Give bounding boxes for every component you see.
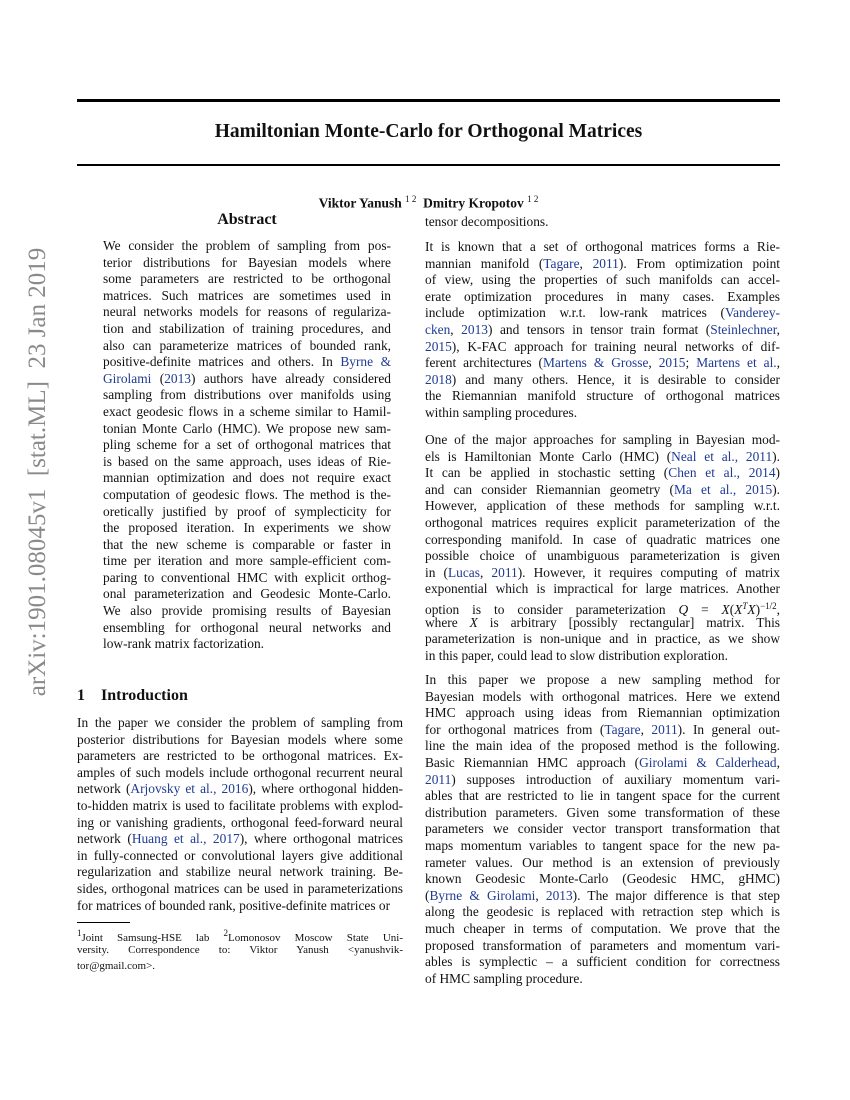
text-line: low-rank matrix factorization. (103, 636, 264, 652)
text-line: much cheaper in terms of computation. We prove that the (425, 920, 780, 936)
text-line: In the paper we consider the problem of sampling from (77, 715, 403, 730)
text-segment: Joint Samsung-HSE lab (81, 932, 224, 944)
text-segment: , (776, 754, 780, 770)
text-line (103, 371, 391, 388)
author-affiliation: 1 2 (527, 194, 539, 204)
text-line (77, 831, 403, 848)
text-line: tor@gmail.com>. (77, 960, 156, 973)
citation-link[interactable]: Arjovsky et al., 2016 (130, 781, 249, 797)
math-symbol: X (721, 601, 730, 617)
superscript: 1 (77, 928, 82, 938)
title-bottom-rule (77, 164, 780, 166)
text-line: Bayesian models with orthogonal matrices. Here we extend (425, 688, 780, 704)
text-line: corresponding manifold. In case of quadratic matrices one (425, 531, 780, 547)
text-line (425, 598, 780, 615)
citation-link[interactable]: Girolami (103, 370, 152, 386)
text-line: along the geodesic is replaced with retraction step which is (425, 904, 780, 920)
abstract-text (103, 238, 391, 653)
abstract-heading: Abstract (217, 211, 277, 228)
citation-link[interactable]: Martens & Grosse (543, 355, 649, 371)
text-line: known Geodesic Monte-Carlo (Geodesic HMC, gHMC) (425, 871, 780, 887)
text-line: pling scheme for a set of orthogonal matrices that (103, 437, 391, 453)
superscript: 2 (223, 928, 228, 938)
citation-link[interactable]: 2011 (592, 255, 619, 271)
text-line: to-hidden matrix is used to facilitate problems with explod- (77, 797, 403, 813)
text-segment: ferent architectures ( (425, 355, 543, 371)
text-line (425, 772, 780, 789)
text-segment: , (579, 255, 593, 271)
text-line (425, 305, 780, 322)
text-line: for matrices of bounded rank, positive-definite matrices or (77, 897, 391, 913)
text-segment: mannian manifold ( (425, 255, 544, 271)
text-line (425, 372, 780, 389)
text-line: onal parameterization and Geodesic Monte-Carlo. (103, 586, 391, 602)
text-line: ensembling for orthogonal neural networks and (103, 619, 391, 635)
text-line: tion and stabilization of training procedures, and (103, 320, 391, 336)
text-line (77, 926, 403, 943)
text-line (425, 355, 780, 372)
citation-link[interactable]: cken (425, 321, 451, 337)
text-segment: , (479, 564, 492, 580)
text-segment: ( (729, 601, 735, 617)
text-line: posterior distributions for Bayesian models where some (77, 731, 403, 747)
section-title: Introduction (101, 687, 188, 704)
citation-link[interactable]: Steinlechner (710, 321, 777, 337)
superscript: T (742, 600, 748, 611)
paper-title: Hamiltonian Monte-Carlo for Orthogonal Matrices (214, 121, 643, 142)
text-line: We consider the problem of sampling from pos- (103, 238, 391, 253)
text-segment: ). (772, 448, 780, 464)
citation-link[interactable]: Girolami & Calderhead (639, 754, 777, 770)
text-segment: ). The major difference is that step (572, 887, 780, 903)
text-segment: ). (772, 481, 781, 497)
text-segment: ), K-FAC approach for training neural networks of dif- (451, 338, 780, 354)
text-segment: It can be applied in stochastic setting ( (425, 465, 669, 481)
text-segment: is arbitrary [possibly rectangular] matrix. This (477, 614, 781, 630)
text-line: computation of geodesic flows. The method is the- (103, 486, 391, 502)
citation-link[interactable]: 2011 (651, 721, 678, 737)
text-line: exponential which is impractical for large matrices. Another (425, 581, 780, 597)
text-line (425, 565, 780, 582)
text-line: ables is symplectic – a sufficient condition for correctness (425, 954, 780, 970)
text-line: is based on the same approach, uses ideas of Rie- (103, 453, 391, 469)
text-segment: = (688, 601, 722, 617)
text-segment: , (535, 887, 546, 903)
text-line (425, 888, 780, 905)
author-name: Viktor Yanush (318, 195, 402, 211)
text-line (103, 354, 391, 371)
text-line: of view, using the properties of such manifolds can accel- (425, 272, 780, 288)
text-line: paring to conventional HMC with explicit orthog- (103, 569, 391, 585)
text-segment: , (776, 601, 780, 617)
text-segment: , (640, 721, 652, 737)
text-line: parameterization is non-unique and in practice, as we show (425, 631, 780, 647)
text-line: tonian Monte Carlo (HMC). We propose new sam- (103, 420, 391, 436)
text-line: ing or vanishing gradients, orthogonal feed-forward neural (77, 814, 403, 830)
text-segment: option is to consider parameterization (425, 601, 679, 617)
text-line (425, 465, 780, 482)
text-line (425, 339, 780, 356)
text-segment: ; (685, 355, 697, 371)
citation-link[interactable]: 2015 (425, 338, 452, 354)
text-line (425, 482, 780, 499)
section-number: 1 (77, 687, 85, 704)
text-line (425, 322, 780, 339)
text-line: parameters we consider vector transport transformation that (425, 821, 780, 837)
text-line: neural networks models for reasons of regulariza- (103, 304, 391, 320)
text-segment: for orthogonal matrices from ( (425, 721, 605, 737)
text-line: However, application of these methods for sampling w.r.t. (425, 498, 780, 514)
text-line: the proposed iteration. In experiments we show (103, 520, 391, 536)
citation-link[interactable]: Vanderey- (724, 305, 780, 321)
title-top-rule (77, 99, 780, 102)
text-segment: , (776, 355, 781, 371)
citation-link[interactable]: 2013 (545, 887, 573, 903)
text-line: in fully-connected or convolutional layers give additional (77, 847, 403, 863)
citation-link[interactable]: Tagare (604, 721, 641, 737)
text-line (425, 722, 780, 739)
text-line (425, 615, 780, 632)
text-line: maps momentum variables to tangent space for the new pa- (425, 837, 780, 853)
text-segment: ) and many others. Hence, it is desirable to consider (451, 371, 780, 387)
text-line: that the new scheme is comparable or faster in (103, 536, 391, 552)
text-line: It is known that a set of orthogonal matrices forms a Rie- (425, 239, 780, 254)
text-line: the Riemannian manifold structure of orthogonal matrices (425, 388, 780, 404)
text-segment: and can consider Riemannian geometry ( (425, 481, 674, 497)
text-line: sides, orthogonal matrices can be used in parameterizations (77, 880, 403, 896)
citation-link[interactable]: Huang et al., 2017 (131, 831, 240, 847)
text-segment: ), where orthogonal hidden- (248, 781, 403, 797)
math-symbol: X (734, 601, 743, 617)
citation-link[interactable]: 2013 (164, 370, 191, 386)
text-line: some parameters are restricted to be orthogonal (103, 271, 391, 287)
text-line: orthogonal matrices requires explicit parameterization of the (425, 514, 780, 530)
superscript: −1/2 (760, 600, 777, 611)
text-segment: ), where orthogonal matrices (239, 831, 404, 847)
right-paragraph-proposal (425, 672, 780, 987)
text-line: tensor decompositions. (425, 214, 549, 229)
text-line: In this paper we propose a new sampling method for (425, 672, 780, 687)
text-line: HMC approach using ideas from Riemannian optimization (425, 705, 780, 721)
text-segment: Lomonosov Moscow State Uni- (228, 932, 403, 944)
text-line: oretically justified by proof of symplecticity for (103, 503, 391, 519)
text-segment: els is Hamiltonian Monte Carlo (HMC) ( (425, 448, 672, 464)
text-line: distribution parameters. Given some transformation of these (425, 804, 780, 820)
text-line: amples of such models include orthogonal recurrent neural (77, 764, 403, 780)
citation-link[interactable]: Ma et al., 2015 (673, 481, 773, 497)
citation-link[interactable]: Byrne & (340, 354, 391, 370)
text-segment: in ( (425, 564, 448, 580)
citation-link[interactable]: Lucas (447, 564, 480, 580)
math-symbol: Q (678, 601, 689, 617)
text-line: matrices. Such matrices are sometimes used in (103, 287, 391, 303)
text-line: line the main idea of the proposed method is the following. (425, 738, 780, 754)
text-line (425, 256, 780, 273)
text-line: parameters are restricted to be orthogonal matrices. Ex- (77, 748, 403, 764)
right-paragraph-hmc (425, 432, 780, 664)
right-paragraph-riemannian (425, 239, 780, 422)
author-affiliation: 1 2 (405, 194, 417, 204)
text-line: exact geodesic flows in a scheme similar to Hamil- (103, 403, 391, 419)
author-list (77, 194, 780, 212)
text-line: One of the major approaches for sampling in Bayesian mod- (425, 432, 780, 447)
text-segment: Basic Riemannian HMC approach ( (425, 754, 640, 770)
text-segment: ) (755, 601, 761, 617)
text-segment: ) (775, 465, 780, 481)
text-segment: include optimization w.r.t. low-rank matrices ( (425, 305, 725, 321)
text-segment: where (425, 614, 470, 630)
citation-link[interactable]: Chen et al., 2014 (668, 465, 776, 481)
text-segment: , (648, 355, 659, 371)
text-segment: ( (425, 887, 430, 903)
text-segment: ). However, it requires computing of matrix (517, 564, 780, 580)
text-line: possible choice of unambiguous parameterization is given (425, 548, 780, 564)
footnote (77, 926, 403, 976)
section-heading-introduction (77, 687, 188, 705)
text-segment: , (450, 321, 462, 337)
text-segment: network ( (77, 831, 132, 847)
text-line (425, 755, 780, 772)
citation-link[interactable]: 2013 (461, 321, 488, 337)
text-line (77, 781, 403, 798)
text-line: rameter values. Our method is an extension of previously (425, 854, 780, 870)
text-line: terior distributions for Bayesian models where (103, 254, 391, 270)
citation-link[interactable]: Tagare (543, 255, 580, 271)
text-line: in this paper, could lead to slow distribution exploration. (425, 647, 728, 663)
text-line: of HMC sampling procedure. (425, 970, 583, 986)
text-segment: network ( (77, 781, 131, 797)
text-segment: ( (151, 370, 165, 386)
footnote-rule (77, 922, 130, 923)
math-symbol: X (469, 614, 478, 630)
text-line: also can parameterize matrices of bounded rank, (103, 337, 391, 353)
text-line: We also provide promising results of Bayesian (103, 603, 391, 619)
math-symbol: X (747, 601, 756, 617)
text-line: mannian optimization and does not require exact (103, 470, 391, 486)
citation-link[interactable]: Byrne & Girolami (429, 887, 536, 903)
citation-link[interactable]: 2018 (425, 371, 452, 387)
introduction-paragraph (77, 715, 403, 914)
text-segment: ) supposes introduction of auxiliary momentum vari- (451, 771, 780, 787)
citation-link[interactable]: Martens et al. (696, 355, 777, 371)
citation-link[interactable]: 2011 (425, 771, 452, 787)
text-segment: positive-definite matrices and others. In (103, 354, 341, 370)
text-line: regularization and stabilize neural network training. Be- (77, 864, 403, 880)
text-line: time per iteration and more sample-efficient com- (103, 553, 391, 569)
text-segment: ). From optimization point (618, 255, 780, 271)
text-line: within sampling procedures. (425, 404, 578, 420)
text-line: erate optimization procedures in many cases. Examples (425, 288, 780, 304)
text-segment: , (776, 321, 780, 337)
author-name: Dmitry Kropotov (423, 195, 524, 211)
text-line: proposed transformation of parameters and momentum vari- (425, 937, 780, 953)
right-paragraph-continuation (425, 214, 780, 231)
citation-link[interactable]: 2015 (658, 355, 686, 371)
text-segment: ). In general out- (677, 721, 780, 737)
citation-link[interactable]: 2011 (491, 564, 518, 580)
text-line: ables that are restricted to lie in tangent space for the current (425, 788, 780, 804)
arxiv-identifier-stamp: arXiv:1901.08045v1 [stat.ML] 23 Jan 2019 (24, 247, 51, 697)
text-line: sampling from distributions over manifolds using (103, 387, 391, 403)
text-segment: ) and tensors in tensor train format ( (487, 321, 711, 337)
citation-link[interactable]: Neal et al., 2011 (671, 448, 773, 464)
text-segment: ) authors have already considered (190, 370, 391, 386)
text-line (425, 449, 780, 466)
text-line: versity. Correspondence to: Viktor Yanush <yanushvik- (77, 943, 403, 956)
